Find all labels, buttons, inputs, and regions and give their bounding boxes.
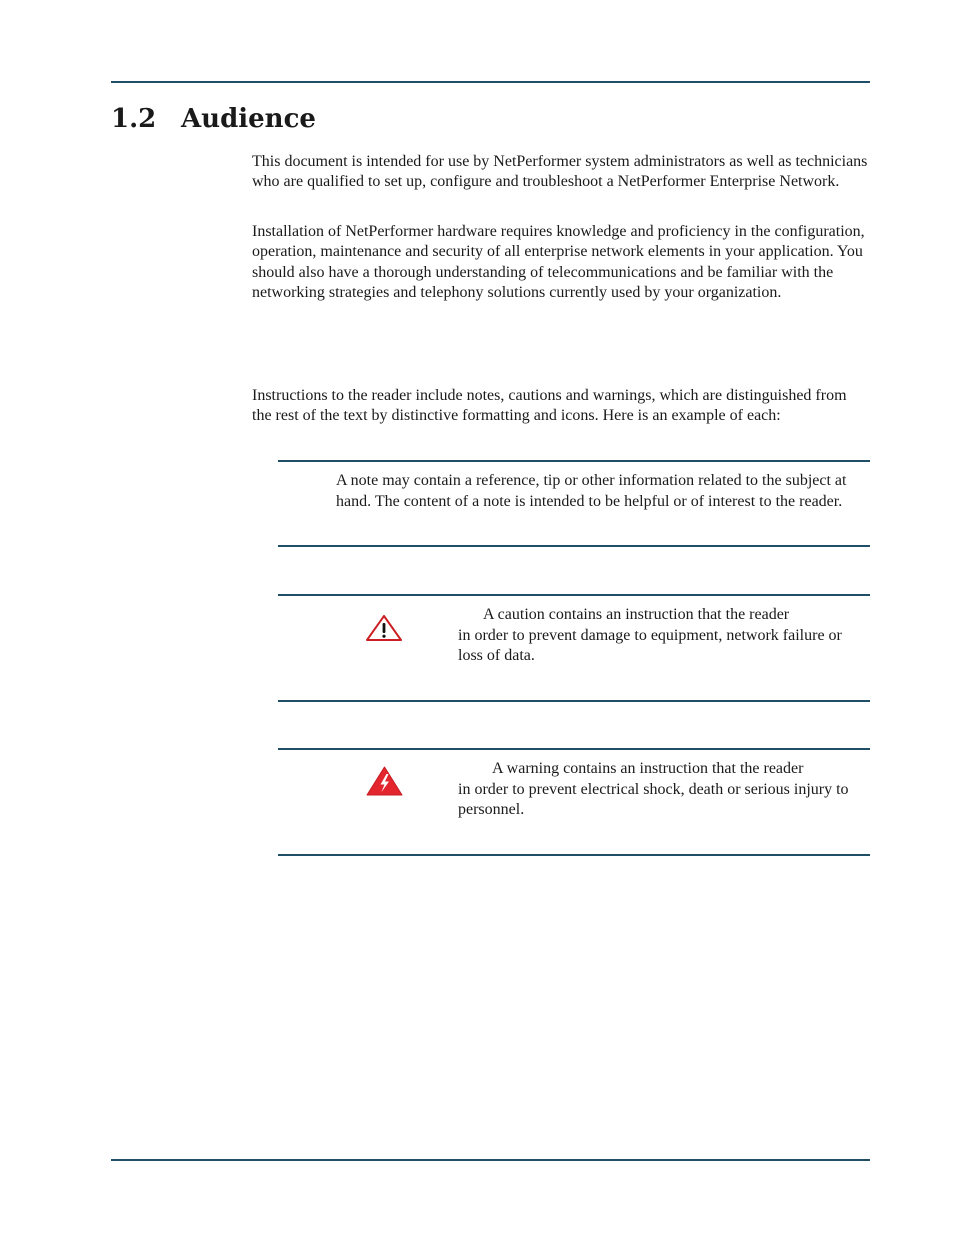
warning-text: [409, 759, 870, 821]
caution-line2: in order to prevent damage to equipment, network failure or loss of data.: [458, 626, 842, 664]
instructions-paragraph: Instructions to the reader include notes, cautions and warnings, which are distinguished from the rest of the text by distinctive formatting and icons. Here is an example of each:: [252, 387, 847, 425]
warning-bottom-rule: [278, 854, 870, 856]
note-top-rule: [278, 460, 870, 462]
warning-line2: in order to prevent electrical shock, death or serious injury to personnel.: [458, 780, 849, 818]
caution-top-rule: [278, 594, 870, 596]
warning-line1: A warning contains an instruction that the reader: [492, 760, 804, 777]
electrical-warning-icon: [366, 766, 403, 796]
section-heading: [111, 104, 316, 134]
requirements-paragraph: Installation of NetPerformer hardware requires knowledge and proficiency in the configuration, operation, maintenance and security of all enterprise network elements in your application. You should also have a thorough understanding of telecommunications and be familiar with the networking strategies and telephony solutions currently used by your organization.: [252, 223, 865, 301]
section-title: Audience: [181, 104, 316, 134]
warning-top-rule: [278, 748, 870, 750]
section-number: 1.2: [111, 104, 157, 134]
note-bottom-rule: [278, 545, 870, 547]
caution-triangle-icon: [365, 614, 403, 642]
caution-line1: A caution contains an instruction that the reader: [483, 606, 790, 623]
caution-text: [409, 605, 870, 667]
footer-rule: [111, 1159, 870, 1161]
caution-bottom-rule: [278, 700, 870, 702]
header-rule: [111, 81, 870, 83]
note-text: A note may contain a reference, tip or other information related to the subject at hand. The content of a note is intended to be helpful or of interest to the reader.: [336, 472, 847, 510]
intro-paragraph: This document is intended for use by NetPerformer system administrators as well as technicians who are qualified to set up, configure and troubleshoot a NetPerformer Enterprise Network.: [252, 153, 868, 191]
